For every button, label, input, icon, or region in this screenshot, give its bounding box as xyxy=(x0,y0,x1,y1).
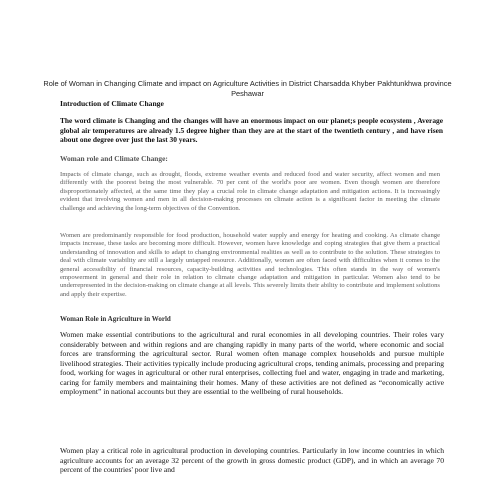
section-paragraph-1: Impacts of climate change, such as drought, floods, extreme weather events and reduced food and water security, affect women and men differently with the poorest being the most vulnerable. 70 per cent of the world's poor are women. Even though women are therefore disproportionately affected, at the same time they play a crucial role in climate change adaptation and mitigation actions. It is increasingly evident that involving women and men in all decision-making processes on climate action is a significant factor in meeting the climate challenge and achieving the long-term objectives of the Convention. xyxy=(60,171,440,212)
intro-heading: Introduction of Climate Change xyxy=(60,99,164,108)
section-paragraph-3: Women make essential contributions to the agricultural and rural economies in all developing countries. Their roles vary considerably between and within regions and are changing rapidly in many parts of the world, where economic and social forces are transforming the agricultural sector. Rural women often manage complex households and pursue multiple livelihood strategies. Their activities typically include producing agricultural crops, tending animals, processing and preparing food, working for wages in agricultural or other rural enterprises, collecting fuel and water, engaging in trade and marketing, caring for family members and maintaining their homes. Many of these activities are not defined as “economically active employment” in national accounts but they are essential to the wellbeing of rural households. xyxy=(60,330,444,396)
section-paragraph-2: Women are predominantly responsible for food production, household water supply and energy for heating and cooking. As climate change impacts increase, these tasks are becoming more difficult. However, women have knowledge and coping strategies that give them a practical understanding of innovation and skills to adapt to changing environmental realities as well as to contribute to the solution. These strategies to deal with climate variability are still a largely untapped resource. Additionally, women are often faced with difficulties when it comes to the general accessibility of financial resources, capacity-building activities and technologies. This often stands in the way of women's empowerment in general and their role in relation to climate change adaptation and mitigation in particular. Women also tend to be underrepresented in the decision-making on climate change at all levels. This severely limits their ability to contribute and implement solutions and apply their expertise. xyxy=(60,232,440,298)
section-heading-agriculture: Woman Role in Agriculture in World xyxy=(60,315,171,323)
intro-paragraph: The word climate is Changing and the changes will have an enormous impact on our planet;s people ecosystem , Average global air temperatures are already 1.5 degree higher than they are at the start of the twentieth century , and have risen about one degree over just the last 30 years. xyxy=(60,116,443,145)
section-paragraph-4: Women play a critical role in agricultural production in developing countries. Particularly in low income countries in which agriculture accounts for an average 32 percent of the growth in gross domestic product (GDP), and in which an average 70 percent of the countries' poor live and xyxy=(60,446,444,474)
document-title: Role of Woman in Changing Climate and impact on Agriculture Activities in District Charsadda Khyber Pakhtunkhwa province Peshawar xyxy=(43,79,452,98)
section-heading-woman-role: Woman role and Climate Change: xyxy=(60,154,168,163)
